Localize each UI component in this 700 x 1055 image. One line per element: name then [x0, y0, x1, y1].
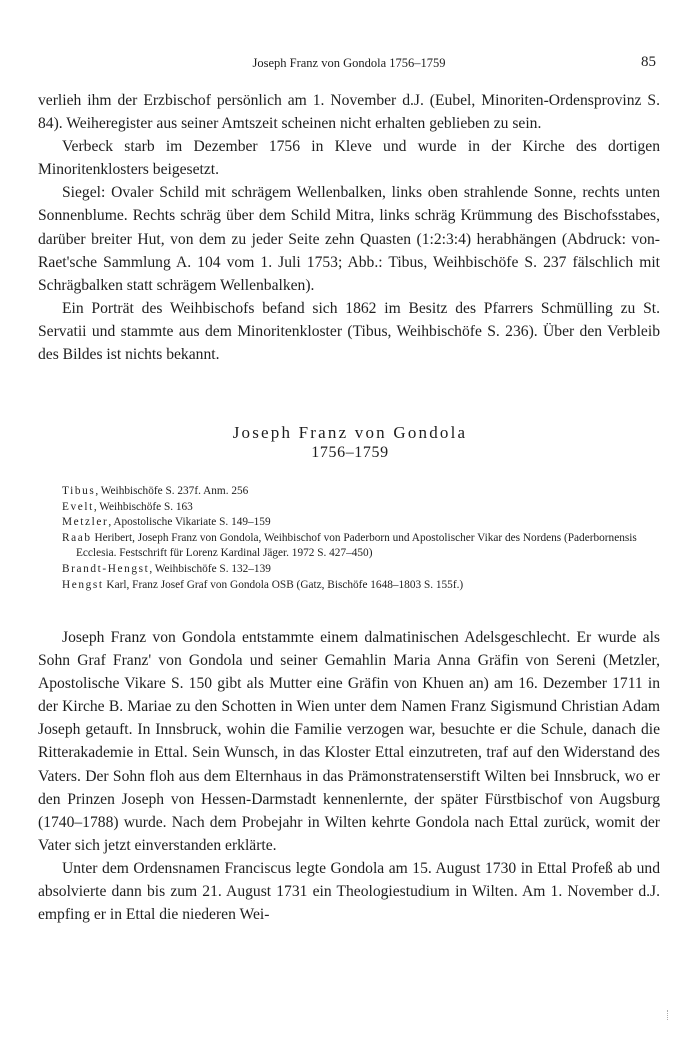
- paragraph-portrait: Ein Porträt des Weihbischofs befand sich 1862 im Besitz des Pfarrers Schmülling zu St. Servatii und stammte aus dem Minoritenkloster (Tibus, Weihbischöfe S. 236). Über den Verbleib des Bildes ist nichts bekannt.: [38, 299, 660, 364]
- bibliography-text: , Apostolische Vikariate S. 149–159: [108, 516, 271, 529]
- bibliography-entry: [62, 578, 662, 594]
- bibliography-entry: [62, 531, 662, 562]
- section-title: Joseph Franz von Gondola: [232, 423, 468, 442]
- bibliography-entry: [62, 562, 662, 578]
- bibliography-author: Hengst: [62, 578, 104, 591]
- bibliography-text: , Weihbischöfe S. 163: [93, 500, 193, 513]
- bibliography-author: Evelt: [62, 500, 94, 513]
- bibliography: [62, 484, 662, 593]
- bibliography-author: Raab: [62, 531, 92, 544]
- section-years: 1756–1759: [311, 444, 389, 461]
- running-head: Joseph Franz von Gondola 1756–1759: [252, 56, 446, 70]
- bibliography-author: Tibus: [62, 485, 96, 497]
- paragraph-profession: Unter dem Ordensnamen Franciscus legte Gondola am 15. August 1730 in Ettal Profeß ab und absolvierte dann bis zum 21. August 1731 ein Theologiestudium in Wilten. Am 1. November d.J. empfing er in Ettal die niederen Wei-: [38, 859, 660, 924]
- bibliography-text: Karl, Franz Josef Graf von Gondola OSB (Gatz, Bischöfe 1648–1803 S. 155f.): [103, 578, 464, 591]
- body-text-block: [38, 626, 660, 926]
- bibliography-text: , Weihbischöfe S. 132–139: [149, 562, 271, 575]
- bibliography-entry: [62, 500, 662, 516]
- bibliography-entry: [62, 484, 662, 500]
- scan-mark: [667, 1010, 670, 1020]
- bibliography-text: Heribert, Joseph Franz von Gondola, Weihbischof von Paderborn und Apostolischer Vikar des Nordens (Paderbornensis Ecclesia. Festschrift für Lorenz Kardinal Jäger. 1972 S. 427–450): [76, 531, 637, 560]
- paragraph-origin: Joseph Franz von Gondola entstammte einem dalmatinischen Adelsgeschlecht. Er wurde als Sohn Graf Franz' von Gondola und seiner Gemahlin Maria Anna Gräfin von Sereni (Metzler, Apostolische Vikare S. 150 gibt als Mutter eine Gräfin von Khuen an) am 16. Dezember 1711 in der Kirche B. Mariae zu den Schotten in Wien unter dem Namen Franz Sigismund Christian Adam Joseph getauft. In Innsbruck, wohin die Familie verzogen war, besuchte er die Schule, danach die Ritterakademie in Ettal. Sein Wunsch, in das Kloster Ettal einzutreten, traf auf den Widerstand des Vaters. Der Sohn floh aus dem Elternhaus in das Prämonstratenserstift Wilten bei Innsbruck, wo er den Prinzen Joseph von Hessen-Darmstadt kennenlernte, der später Fürstbischof von Augsburg (1740–1788) wurde. Nach dem Probejahr in Wilten kehrte Gondola nach Ettal zurück, womit der Vater sich jetzt einverstanden erklärte.: [38, 629, 660, 854]
- bibliography-author: Metzler: [62, 516, 109, 529]
- paragraph-death: Verbeck starb im Dezember 1756 in Kleve und wurde in der Kirche des dortigen Minoritenklosters beigesetzt.: [38, 138, 660, 179]
- bibliography-text: , Weihbischöfe S. 237f. Anm. 256: [95, 485, 249, 497]
- bibliography-entry: [62, 515, 662, 531]
- paragraph-seal: Siegel: Ovaler Schild mit schrägem Wellenbalken, links oben strahlende Sonne, rechts unten Sonnenblume. Rechts schräg über dem Schild Mitra, links schräg Krümmung des Bischofsstabes, darüber breiter Hut, von dem zu jeder Seite zehn Quasten (1:2:3:4) herabhängen (Abdruck: von-Raet'sche Sammlung A. 104 vom 1. Juli 1753; Abb.: Tibus, Weihbischöfe S. 237 fälschlich mit Schrägbalken statt schrägem Wellenbalken).: [38, 184, 660, 294]
- bibliography-author: Brandt-Hengst: [62, 562, 150, 575]
- top-text-block: [38, 89, 660, 366]
- page-number: 85: [641, 54, 656, 70]
- page-header: [38, 54, 660, 74]
- paragraph-continuation: verlieh ihm der Erzbischof persönlich am 1. November d.J. (Eubel, Minoriten-Ordensprovinz S. 84). Weiheregister aus seiner Amtszeit scheinen nicht erhalten geblieben zu sein.: [38, 92, 660, 133]
